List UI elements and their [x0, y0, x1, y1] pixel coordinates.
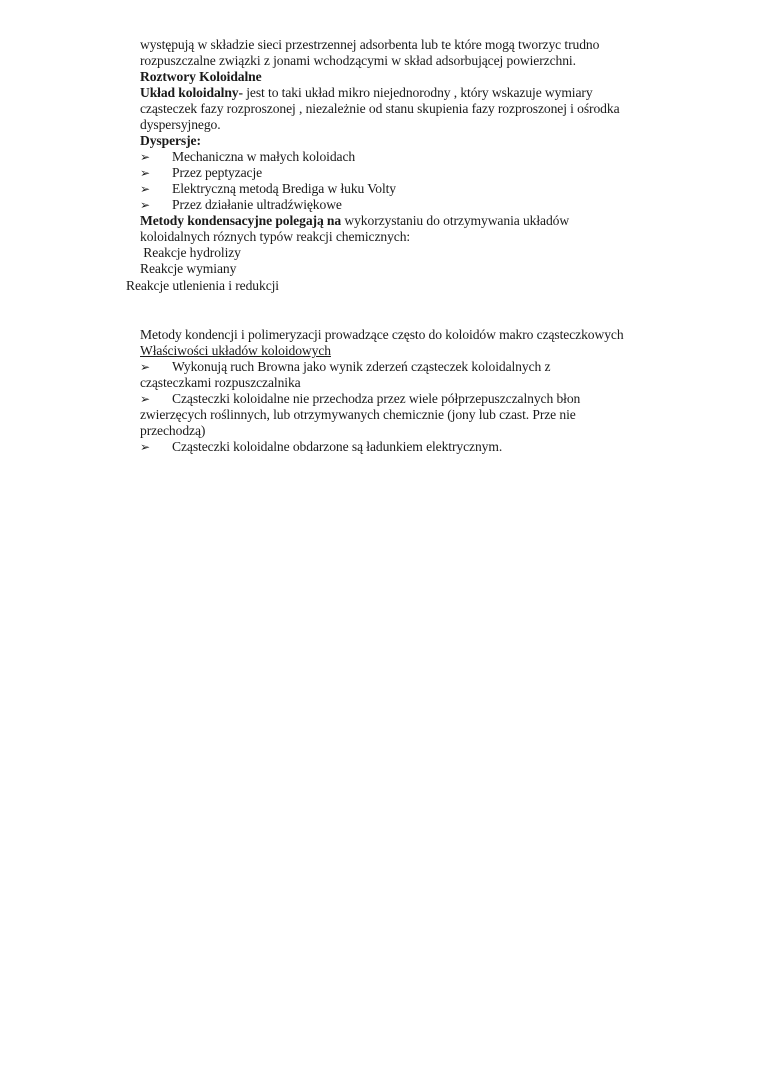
colloid-definition-line-3: dyspersyjnego. — [140, 117, 221, 132]
bullet-arrow-icon: ➢ — [140, 360, 151, 374]
dispersion-item: Przez działanie ultradźwiękowe — [172, 197, 342, 212]
dispersion-item: Przez peptyzacje — [172, 165, 263, 180]
intro-line-2: rozpuszczalne związki z jonami wchodzącymi w skład adsorbującej powierzchni. — [140, 53, 576, 68]
colloids-heading: Roztwory Koloidalne — [140, 69, 262, 84]
condensation-text: wykorzystaniu do otrzymywania układów — [341, 213, 570, 228]
intro-line-1: występują w składzie sieci przestrzennej adsorbenta lub te które mogą tworzyc trudno — [140, 37, 600, 52]
property-item-line: Wykonują ruch Browna jako wynik zderzeń cząsteczek koloidalnych z — [172, 359, 551, 374]
condensation-line-2: koloidalnych róznych typów reakcji chemicznych: — [140, 229, 411, 244]
condensation-term: Metody kondensacyjne polegają na — [140, 213, 342, 228]
dispersion-item: Elektryczną metodą Brediga w łuku Volty — [172, 181, 396, 196]
property-item-line: Cząsteczki koloidalne obdarzone są ładunkiem elektrycznym. — [172, 439, 503, 454]
bullet-arrow-icon: ➢ — [140, 198, 151, 212]
bullet-arrow-icon: ➢ — [140, 166, 151, 180]
bullet-arrow-icon: ➢ — [140, 182, 151, 196]
bullet-arrow-icon: ➢ — [140, 392, 151, 406]
properties-heading: Właściwości układów koloidowych — [140, 343, 331, 358]
condensation-line-1 — [140, 213, 569, 229]
property-item-line: cząsteczkami rozpuszczalnika — [140, 375, 301, 390]
bullet-arrow-icon: ➢ — [140, 150, 151, 164]
property-item-line: Cząsteczki koloidalne nie przechodza przez wiele półprzepuszczalnych błon — [172, 391, 581, 406]
reaction-item: Reakcje wymiany — [140, 261, 237, 276]
polymerization-line: Metody kondencji i polimeryzacji prowadzące często do koloidów makro cząsteczkowych — [140, 327, 624, 342]
bullet-arrow-icon: ➢ — [140, 440, 151, 454]
dispersion-heading: Dyspersje: — [140, 133, 201, 148]
property-item-line: przechodzą) — [140, 423, 206, 438]
dispersion-item: Mechaniczna w małych koloidach — [172, 149, 356, 164]
colloid-definition-term: Układ koloidalny- — [140, 85, 243, 100]
colloid-definition-line-2: cząsteczek fazy rozproszonej , niezależnie od stanu skupienia fazy rozproszonej i ośrodka — [140, 101, 620, 116]
reaction-item: Reakcje utlenienia i redukcji — [126, 278, 279, 293]
colloid-definition-line-1 — [140, 85, 593, 101]
reaction-item: Reakcje hydrolizy — [140, 245, 241, 260]
property-item-line: zwierzęcych roślinnych, lub otrzymywanych chemicznie (jony lub czast. Prze nie — [140, 407, 576, 422]
colloid-definition-text: jest to taki układ mikro niejednorodny , który wskazuje wymiary — [242, 85, 593, 100]
